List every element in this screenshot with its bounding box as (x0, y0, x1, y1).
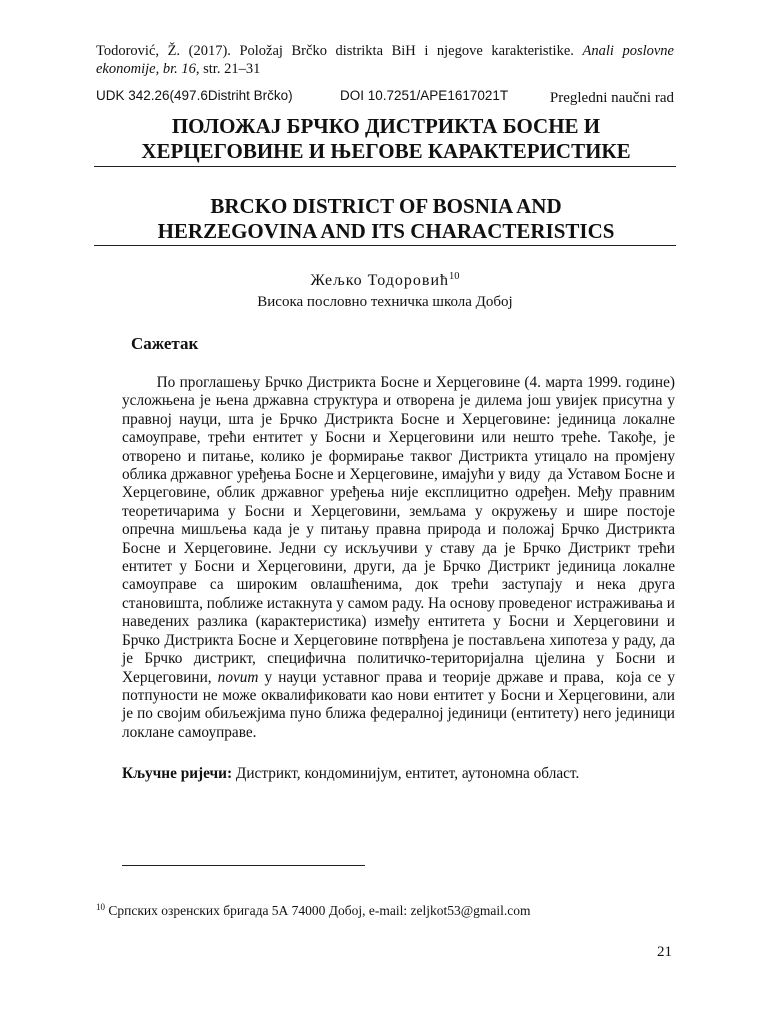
title-english-rule (94, 245, 676, 246)
author-footnote-mark: 10 (449, 271, 460, 282)
keywords-text: Дистрикт, кондоминијум, ентитет, аутономна област. (232, 765, 580, 782)
title-serbian-line1: ПОЛОЖАЈ БРЧКО ДИСТРИКТА БОСНЕ И (171, 114, 601, 138)
author-name: Жељко Тодоровић (310, 272, 450, 289)
author (96, 271, 674, 290)
title-english-line1: BRCKO DISTRICT OF BOSNIA AND (210, 194, 562, 218)
citation-post: , str. 21–31 (195, 61, 261, 77)
abstract-text-a: По проглашењу Брчко Дистрикта Босне и Херцеговине (4. марта 1999. године) усложњена је њена државна структура и отворена је дилема још увијек присутна у правној науци, шта је Брчко Дистрикта Босне и Херцеговине: јединица локалне самоуправе, трећи ентитет у Босни и Херцеговини или нешто треће. Такође, је отворено и питање, колико је формирање таквог Дистрикта утицало на промјену облика државног уређења Босне и Херцеговине, имајући у виду да Уставом Босне и Херцеговине, облик државног уређења није експлицитно одређен. Међу правним теоретичарима у Босни и Херцеговини, земљама у окружењу и шире постоје опречна мишљења када је у питању правна природа и положај Брчко Дистрикта Босне и Херцеговине. Једни су искључиви у ставу да је Брчко Дистрикт трећи ентитет у Босни и Херцеговини, други, да је Брчко Дистрикт јединица локалне самоуправе са широким овлашћенима, док трећи заступају и нека друга становишта, поближе истакнута у самом раду. На основу проведеног истраживања и наведених разлика (карактеристика) између ентитета у Босни и Херцеговини и Брчко Дистрикта Босне и Херцеговине потврђена је постављена хипотеза у раду, да је Брчко дистрикт, специфична политичко-територијална цјелина у Босни и Херцеговини, (122, 374, 679, 686)
title-serbian-rule (94, 166, 676, 167)
title-english-line2: HERZEGOVINA AND ITS CHARACTERISTICS (157, 219, 615, 243)
title-english (96, 194, 676, 244)
footnote (96, 902, 531, 919)
citation-journal: Anali poslovne ekonomije, br. 16 (96, 43, 674, 77)
footnote-text: Српских озренских бригада 5А 74000 Добој, e-mail: zeljkot53@gmail.com (105, 903, 531, 918)
abstract-heading: Сажетак (131, 334, 199, 353)
keywords-label: Кључне ријечи: (122, 765, 233, 782)
udk-code: UDK 342.26(497.6Distriht Brčko) (96, 88, 293, 103)
paper-type: Pregledni naučni rad (549, 90, 674, 106)
citation-pre: Todorović, Ž. (2017). Položaj Brčko distrikta BiH i njegove karakteristike. (96, 43, 583, 59)
page-number: 21 (657, 944, 672, 960)
author-affiliation: Висока пословно техничка школа Добој (257, 294, 513, 310)
abstract-body (122, 374, 679, 742)
footnote-separator (122, 865, 365, 866)
footnote-mark: 10 (96, 902, 105, 912)
keywords (122, 765, 675, 783)
title-serbian-line2: ХЕРЦЕГОВИНЕ И ЊЕГОВЕ КАРАКТЕРИСТИКЕ (141, 139, 631, 163)
abstract-text-italic: novum (217, 668, 259, 686)
citation (96, 42, 674, 78)
doi: DOI 10.7251/APE1617021T (340, 88, 509, 103)
abstract-text-b: у науци уставног права и теорије државе и права, која се у потпуности не може оквалификовати као нови ентитет у Босни и Херцеговини, али је по својим обиљежјима пуно ближа федералној јединици (ентитету) него јединици локлане самоуправе. (122, 668, 679, 741)
meta-row (96, 86, 674, 106)
title-serbian (96, 114, 676, 164)
